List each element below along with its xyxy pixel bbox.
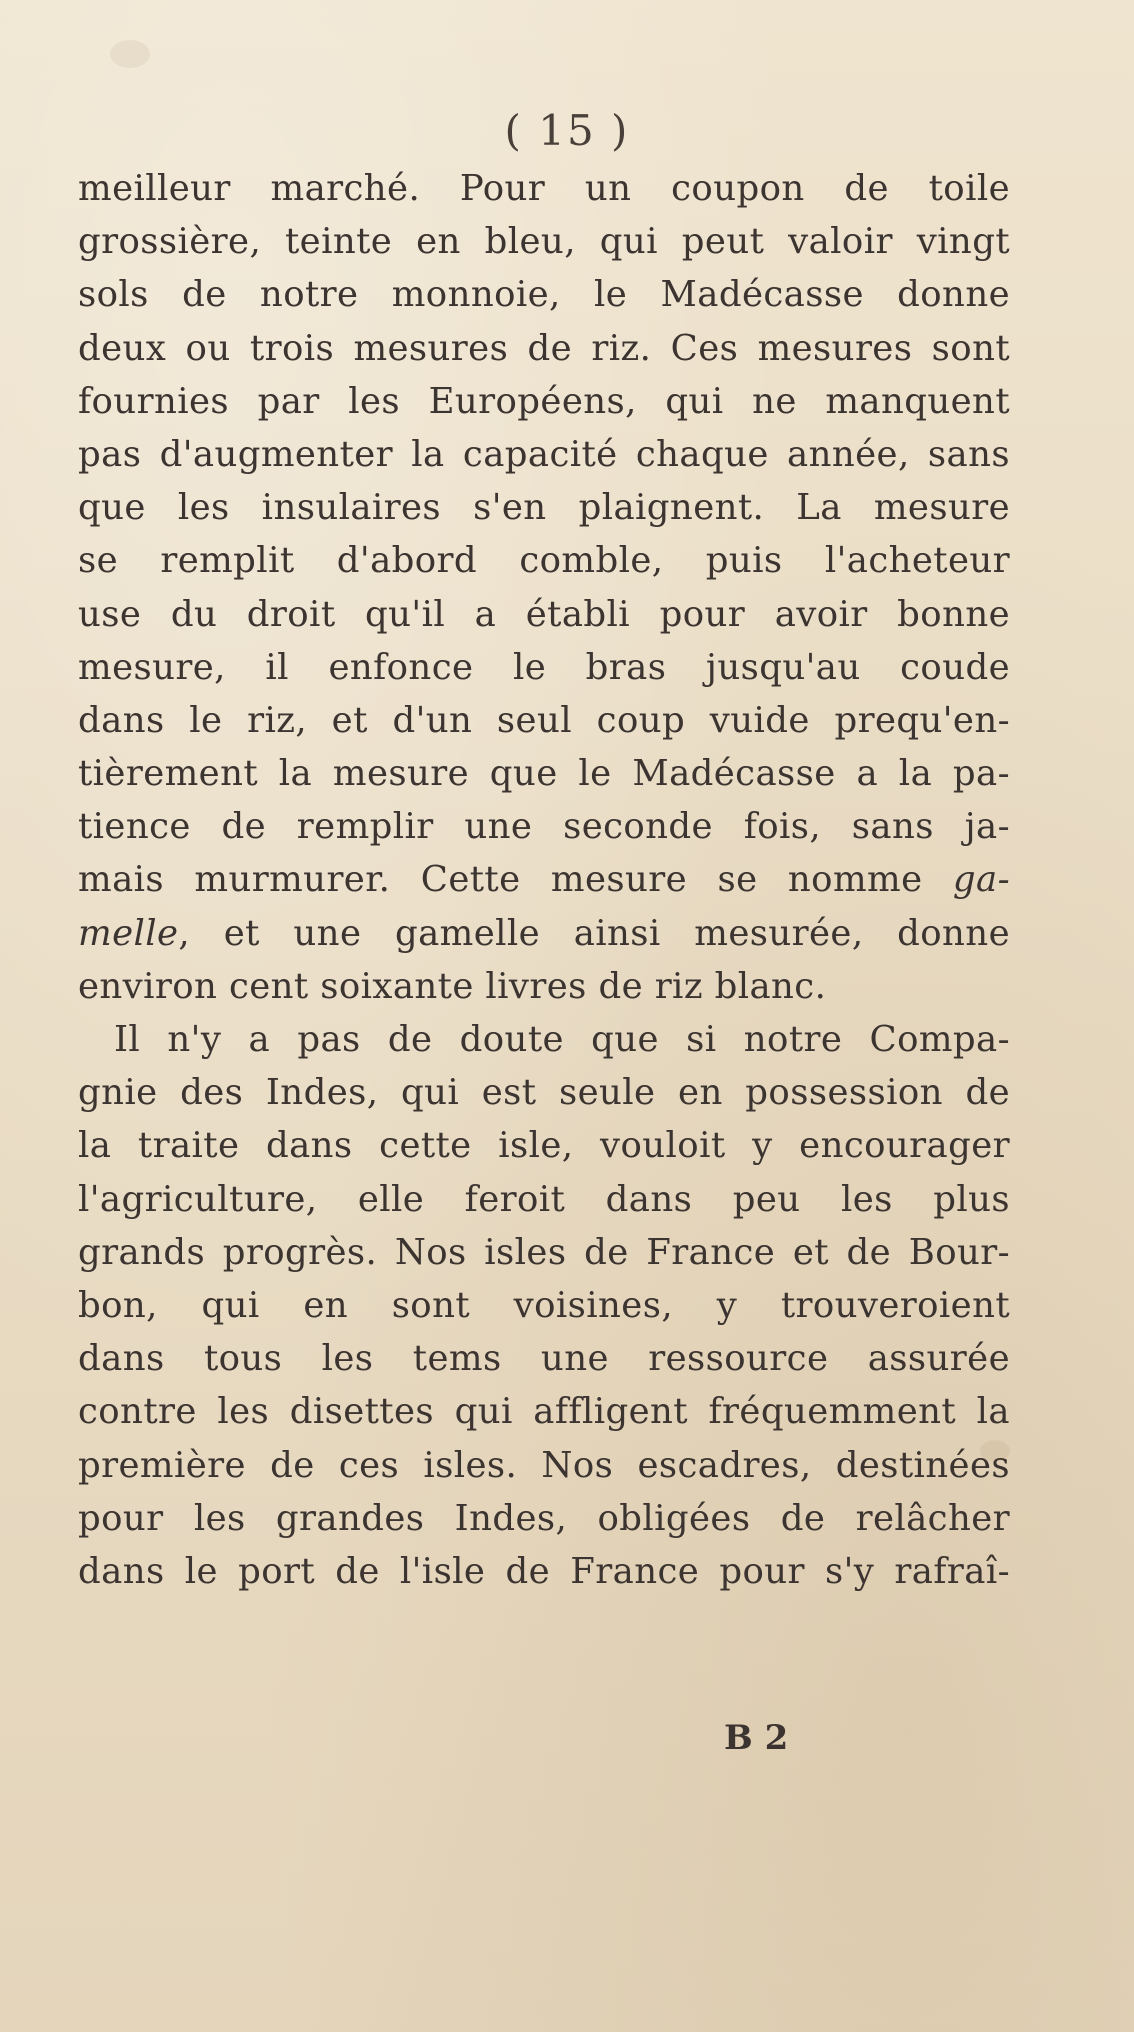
text-line: la traite dans cette isle, vouloit y encourager: [78, 1125, 1010, 1167]
text-line: pas d'augmenter la capacité chaque année, sans: [78, 433, 1010, 475]
text-line: première de ces isles. Nos escadres, destinées: [78, 1444, 1010, 1486]
text-line: contre les disettes qui affligent fréquemment la: [78, 1391, 1010, 1433]
paragraph-last-line: environ cent soixante livres de riz blanc.: [78, 965, 827, 1007]
text-segment: , et une gamelle ainsi mesurée, donne: [178, 912, 1010, 954]
text-line: l'agriculture, elle feroit dans peu les plus: [78, 1178, 1010, 1220]
text-line: fournies par les Européens, qui ne manquent: [78, 380, 1010, 422]
text-line: tièrement la mesure que le Madécasse a la pa-: [78, 753, 1010, 795]
text-line: sols de notre monnoie, le Madécasse donne: [78, 274, 1010, 316]
page-number: ( 15 ): [504, 106, 630, 155]
text-line: dans le riz, et d'un seul coup vuide prequ'en-: [78, 699, 1010, 741]
text-line: [78, 907, 1010, 960]
text-segment: mais murmurer. Cette mesure se nomme: [78, 859, 953, 901]
text-line: grossière, teinte en bleu, qui peut valoir vingt: [78, 221, 1010, 263]
text-line: se remplit d'abord comble, puis l'acheteur: [78, 540, 1010, 582]
text-line: [78, 853, 1010, 906]
italic-term: ga-: [952, 859, 1010, 901]
text-line: tience de remplir une seconde fois, sans ja-: [78, 806, 1010, 848]
paragraph-first-line: Il n'y a pas de doute que si notre Compa-: [114, 1019, 1010, 1060]
signature-mark: B 2: [724, 1718, 789, 1758]
text-line: bon, qui en sont voisines, y trouveroient: [78, 1284, 1010, 1326]
text-line: meilleur marché. Pour un coupon de toile: [78, 168, 1010, 209]
text-line: mesure, il enfonce le bras jusqu'au coude: [78, 646, 1010, 688]
paper-stain: [110, 40, 150, 68]
text-line: deux ou trois mesures de riz. Ces mesures sont: [78, 327, 1010, 369]
text-line: grands progrès. Nos isles de France et de Bour-: [78, 1231, 1010, 1273]
text-line: dans tous les tems une ressource assurée: [78, 1338, 1010, 1380]
text-line: pour les grandes Indes, obligées de relâcher: [78, 1497, 1010, 1539]
text-line: use du droit qu'il a établi pour avoir bonne: [78, 593, 1010, 635]
text-line: dans le port de l'isle de France pour s'y rafraî-: [78, 1550, 1010, 1592]
italic-term: melle: [78, 912, 179, 954]
text-line: gnie des Indes, qui est seule en possession de: [78, 1072, 1010, 1114]
text-line: que les insulaires s'en plaignent. La mesure: [78, 487, 1010, 529]
body-text: [78, 162, 1010, 1598]
